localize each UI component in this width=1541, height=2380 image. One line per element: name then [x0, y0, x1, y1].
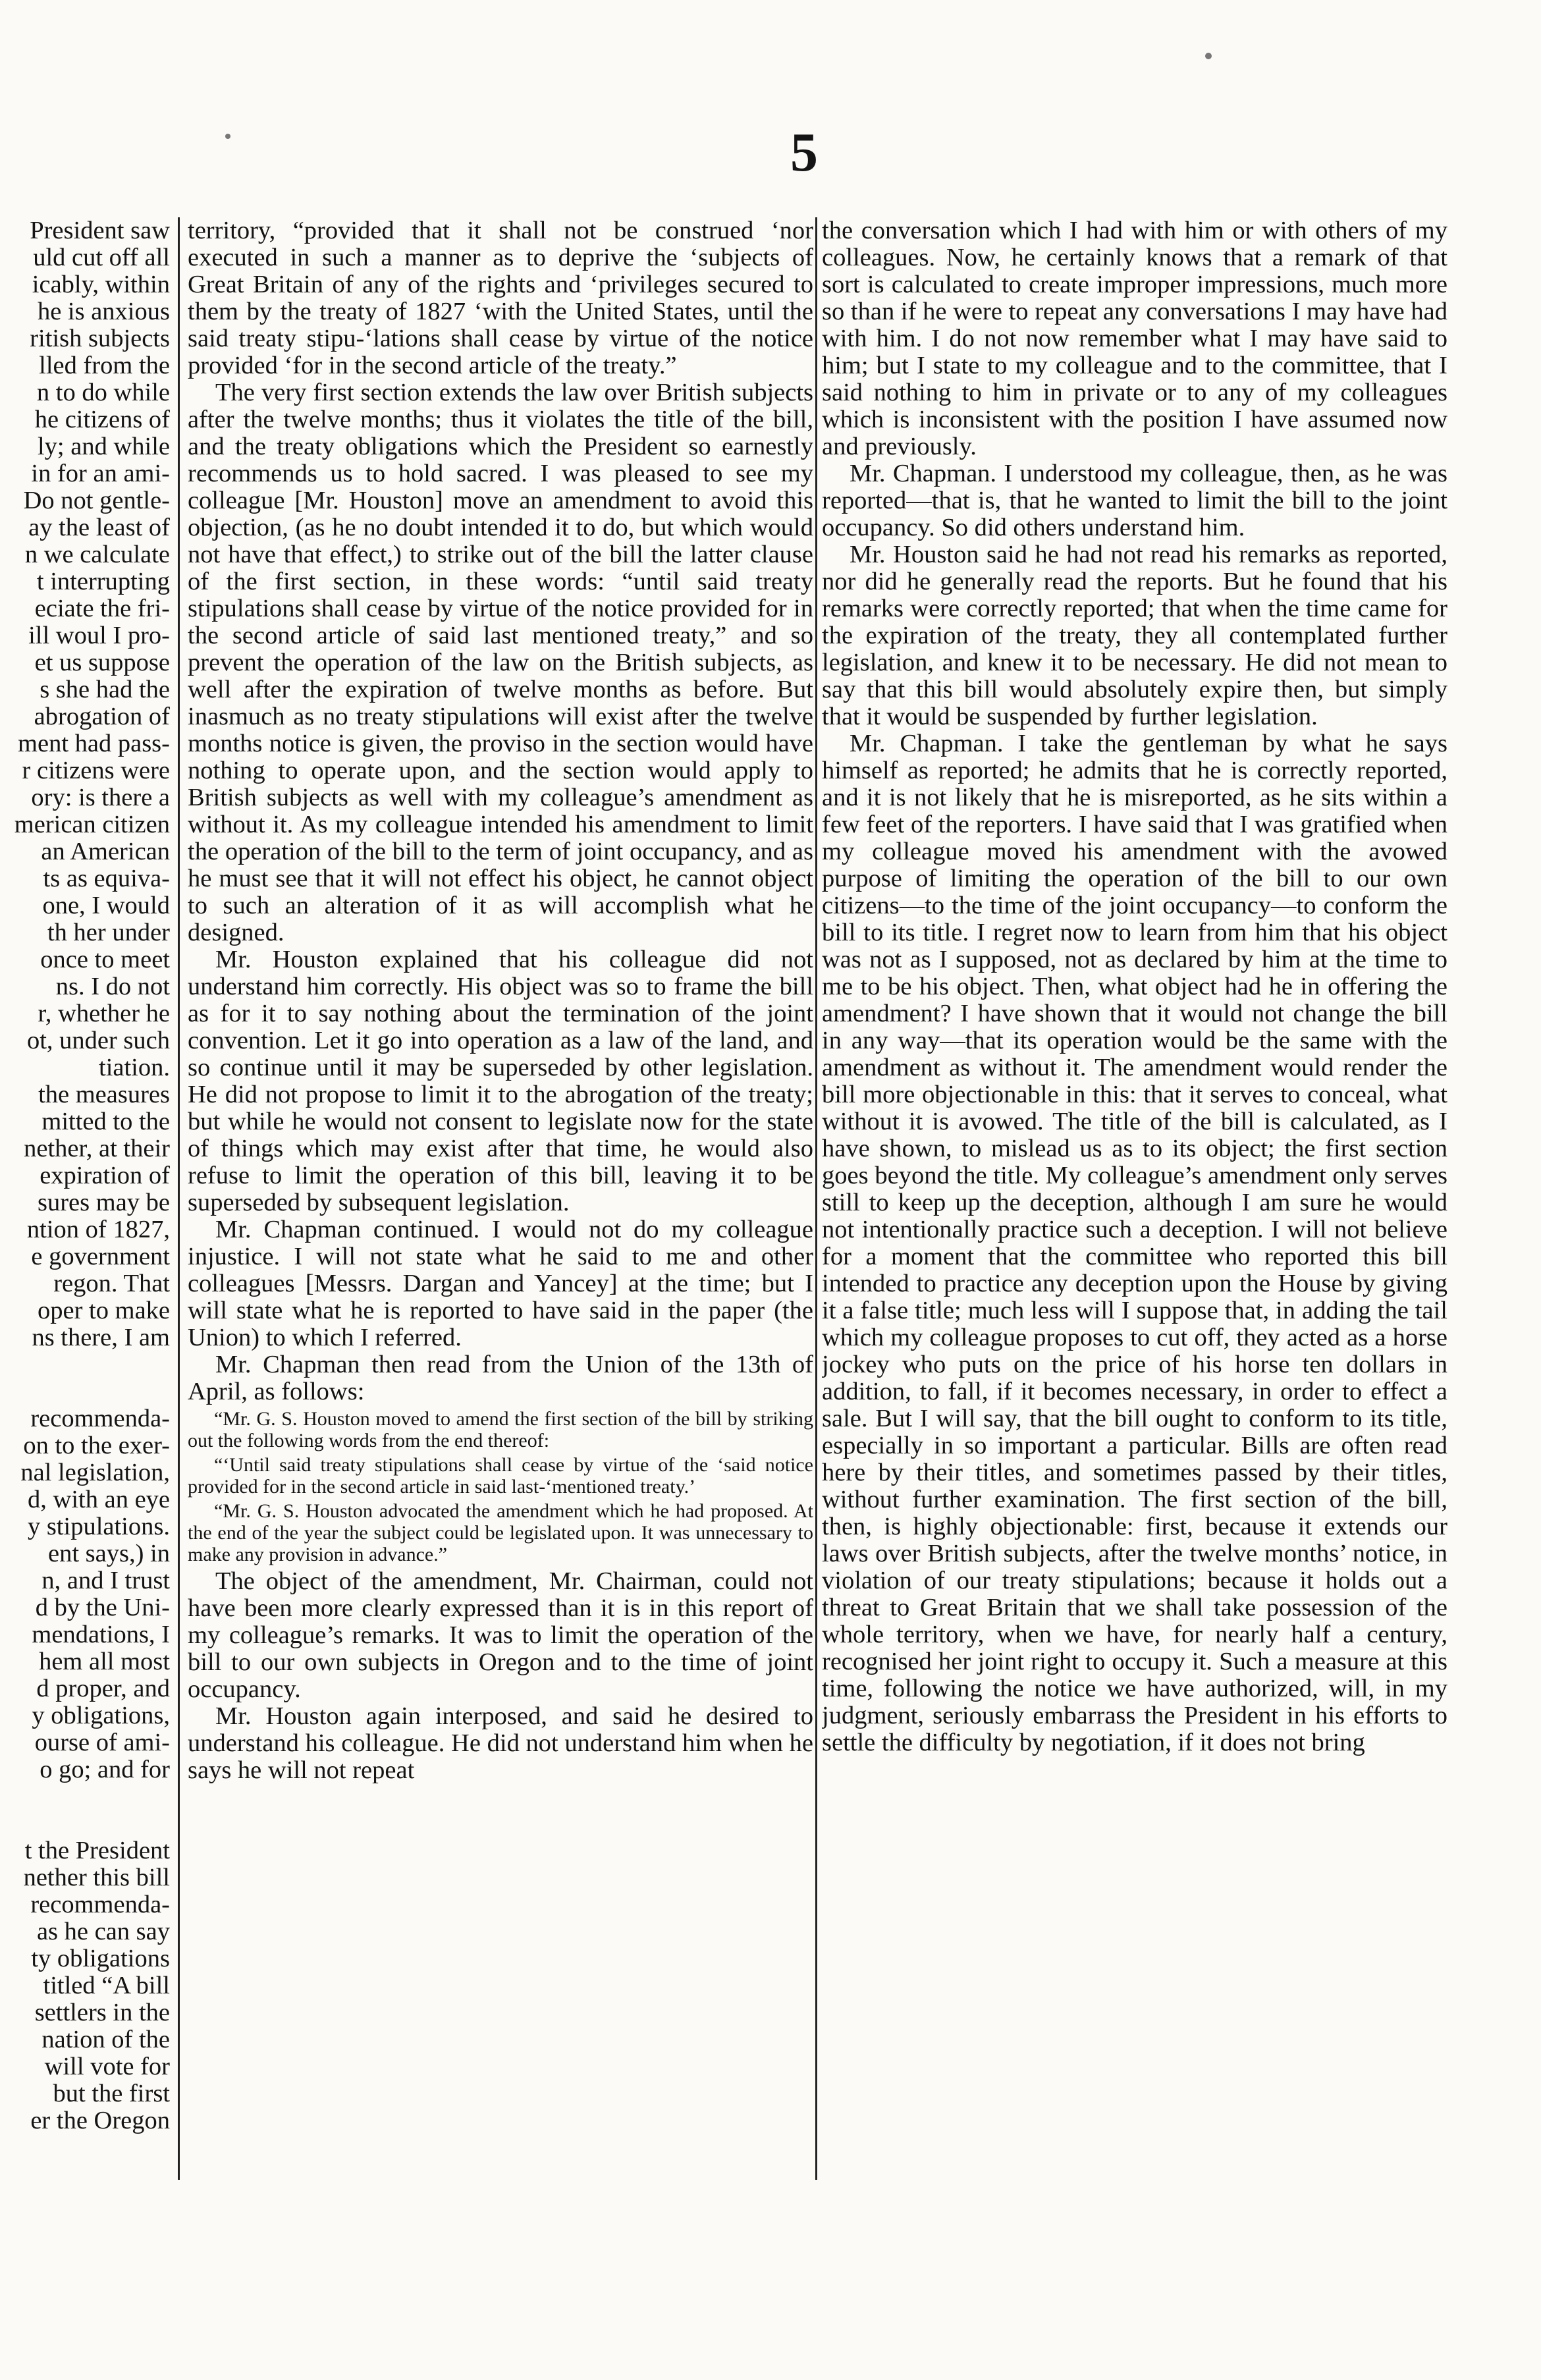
text-line: ory: is there a [31, 784, 170, 811]
text-line: sures may be [38, 1189, 170, 1216]
text-line: d, with an eye [28, 1486, 170, 1513]
text-line: President saw [30, 217, 170, 244]
text-line: an American [41, 838, 170, 865]
text-line: n to do while [36, 379, 170, 406]
text-line: nal legislation, [20, 1459, 170, 1486]
text-line: one, I would [42, 892, 170, 919]
text-line: tiation. [99, 1054, 170, 1081]
column-divider [815, 217, 817, 2180]
text-line: ment had pass- [18, 730, 170, 757]
text-line: titled “A bill [43, 1972, 170, 1999]
text-line: in for an ami- [31, 460, 170, 487]
text-line: th her under [47, 919, 170, 946]
text-line: d proper, and [36, 1675, 170, 1702]
quoted-excerpt: “‘Until said treaty stipulations shall cease by virtue of the ‘said notice provided for in the second article in said last-‘mentioned treaty.’ [188, 1454, 813, 1498]
paragraph: the conversation which I had with him or with others of my colleagues. Now, he certainly knows that a remark of that sort is calculated to create improper impressions, much more so than if he were to repeat any conversations I may have had with him. I do not now remember what I may have said to him; but I state to my colleague and to the committee, that I said nothing to him in private or to any of my colleagues which is inconsistent with the position I have assumed now and previously. [822, 217, 1447, 460]
left-column-fragment [0, 217, 170, 2219]
text-line: r, whether he [38, 1000, 170, 1027]
text-line: Do not gentle- [23, 487, 170, 514]
text-line: lled from the [39, 352, 170, 379]
text-line: mendations, I [32, 1621, 170, 1648]
text-line: ty obligations [31, 1945, 170, 1972]
text-line: uld cut off all [33, 244, 170, 271]
quoted-excerpt: “Mr. G. S. Houston advocated the amendment which he had proposed. At the end of the year the subject could be legislated upon. It was unnecessary to make any provision in advance.” [188, 1500, 813, 1565]
text-line: er the Oregon [30, 2107, 170, 2134]
text-line: ns. I do not [55, 973, 170, 1000]
paragraph: The very first section extends the law over British subjects after the twelve months; thus it violates the title of the bill, and the treaty obligations which the President so earnestly recommends us to hold sacred. I was pleased to see my colleague [Mr. Houston] move an amendment to avoid this objection, (as he no doubt intended it to do, but which would not have that effect,) to strike out of the bill the latter clause of the first section, in these words: “until said treaty stipulations shall cease by virtue of the notice provided for in the second article of said last mentioned treaty,” and so prevent the operation of the law on the British subjects, as well after the expiration of twelve months as before. But inasmuch as no treaty stipulations will exist after the twelve months notice is given, the proviso in the section would have nothing to operate upon, and the section would apply to British subjects as well with my colleague’s amendment as without it. As my colleague intended his amendment to limit the operation of the bill to the term of joint occupancy, and as he must see that it will not effect his object, he cannot object to such an alteration of it as will accomplish what he designed. [188, 379, 813, 946]
text-line: expiration of [40, 1162, 170, 1189]
paper-speck [225, 134, 230, 139]
text-line: oper to make [38, 1297, 170, 1324]
text-line: he is anxious [37, 298, 170, 325]
paragraph: Mr. Houston said he had not read his remarks as reported, nor did he generally read the reports. But he found that his remarks were correctly reported; that when the time came for the expiration of the treaty, they all contemplated further legislation, and knew it to be necessary. He did not mean to say that this bill would absolutely expire then, but simply that it would be suspended by further legislation. [822, 541, 1447, 730]
paragraph: Mr. Chapman continued. I would not do my colleague injustice. I will not state what he said to me and other colleagues [Messrs. Dargan and Yancey] at the time; but I will state what he is reported to have said in the paper (the Union) to which I referred. [188, 1216, 813, 1351]
text-line: ourse of ami- [34, 1729, 170, 1756]
text-line: will vote for [44, 2053, 170, 2080]
paragraph-gap [0, 1783, 170, 1837]
right-column [822, 217, 1447, 2219]
paragraph: The object of the amendment, Mr. Chairman, could not have been more clearly expressed than it is in this report of my colleague’s remarks. It was to limit the operation of the bill to our own subjects in Oregon and to the time of joint occupancy. [188, 1567, 813, 1703]
text-line: recommenda- [30, 1405, 170, 1432]
text-line: on to the exer- [23, 1432, 170, 1459]
text-line: eciate the fri- [34, 595, 170, 622]
text-line: et us suppose [34, 649, 170, 676]
text-line: ntion of 1827, [26, 1216, 170, 1243]
text-line: r citizens were [22, 757, 170, 784]
text-line: recommenda- [30, 1891, 170, 1918]
paragraph: Mr. Chapman. I understood my colleague, then, as he was reported—that is, that he wanted to limit the bill to the joint occupancy. So did others understand him. [822, 460, 1447, 541]
text-line: merican citizen [14, 811, 170, 838]
text-line: hem all most [39, 1648, 170, 1675]
text-line: ts as equiva- [43, 865, 170, 892]
text-line: as he can say [36, 1918, 170, 1945]
text-line: n, and I trust [41, 1567, 170, 1594]
text-line: the measures [38, 1081, 170, 1108]
text-line: y stipulations. [27, 1513, 170, 1540]
text-line: once to meet [40, 946, 170, 973]
text-line: regon. That [53, 1270, 170, 1297]
middle-column [188, 217, 813, 2219]
paragraph: Mr. Houston explained that his colleague did not understand him correctly. His object was so to frame the bill as for it to say nothing about the termination of the joint convention. Let it go into operation as a law of the land, and so continue until it may be superseded by other legislation. He did not propose to limit it to the abrogation of the treaty; but while he would not consent to legislate now for the state of things which may exist after that time, he would also refuse to limit the operation of this bill, leaving it to be superseded by subsequent legislation. [188, 946, 813, 1216]
text-line: ot, under such [26, 1027, 170, 1054]
text-line: e government [31, 1243, 170, 1270]
paragraph: territory, “provided that it shall not be construed ‘nor executed in such a manner as to deprive the ‘subjects of Great Britain of any of the rights and ‘privileges secured to them by the treaty of 1827 ‘with the United States, until the said treaty stipu-‘lations shall cease by virtue of the notice provided ‘for in the second article of the treaty.” [188, 217, 813, 379]
text-line: ay the least of [28, 514, 170, 541]
quoted-excerpt: “Mr. G. S. Houston moved to amend the first section of the bill by striking out the following words from the end thereof: [188, 1408, 813, 1451]
text-line: but the first [53, 2080, 170, 2107]
text-line: icably, within [32, 271, 170, 298]
paragraph: Mr. Houston again interposed, and said he desired to understand his colleague. He did not understand him when he says he will not repeat [188, 1702, 813, 1784]
text-line: s she had the [40, 676, 170, 703]
text-line: n we calculate [24, 541, 170, 568]
paragraph: Mr. Chapman then read from the Union of the 13th of April, as follows: [188, 1351, 813, 1405]
text-line: nation of the [41, 2026, 170, 2053]
text-line: he citizens of [34, 406, 170, 433]
text-line: nether this bill [23, 1864, 170, 1891]
paragraph: Mr. Chapman. I take the gentleman by what he says himself as reported; he admits that he is correctly reported, and it is not likely that he is misreported, as he sits within a few feet of the reporters. I have said that I was gratified when my colleague moved his amendment with the avowed purpose of limiting the operation of the bill to our own citizens—to the time of the joint occupancy—to conform the bill to its title. I regret now to learn from him that his object was not as I supposed, not as declared by him at the time to me to be his object. Then, what object had he in offering the amendment? I have shown that it would not change the bill in any way—that its operation would be the same with the amendment as without it. The amendment would render the bill more objectionable in this: that it serves to conceal, what without it is avowed. The title of the bill is calculated, as I have shown, to mislead us as to its object; the first section goes beyond the title. My colleague’s amendment only serves still to keep up the deception, although I am sure he would not intentionally practice such a deception. I will not believe for a moment that the committee who reported this bill intended to practice any deception upon the House by giving it a false title; much less will I suppose that, in adding the tail which my colleague proposes to cut off, they acted as a horse jockey who puts on the price of his horse ten dollars in addition, to fall, if it becomes necessary, in order to effect a sale. But I will say, that the bill ought to conform to its title, especially in so important a particular. Bills are often read here by their titles, and sometimes passed by their titles, without further examination. The first section of the bill, then, is highly objectionable: first, because it extends our laws over British subjects, after the twelve months’ notice, in violation of our treaty stipulations; because it holds out a threat to Great Britain that we shall take possession of the whole territory, when we have, for nearly half a century, recognised her joint right to occupy it. Such a measure at this time, following the notice we have authorized, will, in my judgment, seriously embarrass the President in his efforts to settle the difficulty by negotiation, if it does not bring [822, 730, 1447, 1756]
text-line: mitted to the [41, 1108, 170, 1135]
text-line: ritish subjects [30, 325, 170, 352]
text-line: t interrupting [36, 568, 170, 595]
text-line: nether, at their [24, 1135, 170, 1162]
text-line: ly; and while [37, 433, 170, 460]
paper-speck [1205, 53, 1212, 59]
text-line: d by the Uni- [35, 1594, 170, 1621]
column-divider [178, 217, 180, 2180]
text-line: o go; and for [40, 1756, 170, 1783]
text-line: t the President [24, 1837, 170, 1864]
text-line: ill woul I pro- [28, 622, 170, 649]
text-line: settlers in the [34, 1999, 170, 2026]
text-line: y obligations, [32, 1702, 170, 1729]
paragraph-gap [0, 1351, 170, 1405]
text-line: abrogation of [34, 703, 170, 730]
text-line: ent says,) in [48, 1540, 170, 1567]
text-line: ns there, I am [32, 1324, 170, 1351]
page-number: 5 [790, 122, 818, 183]
